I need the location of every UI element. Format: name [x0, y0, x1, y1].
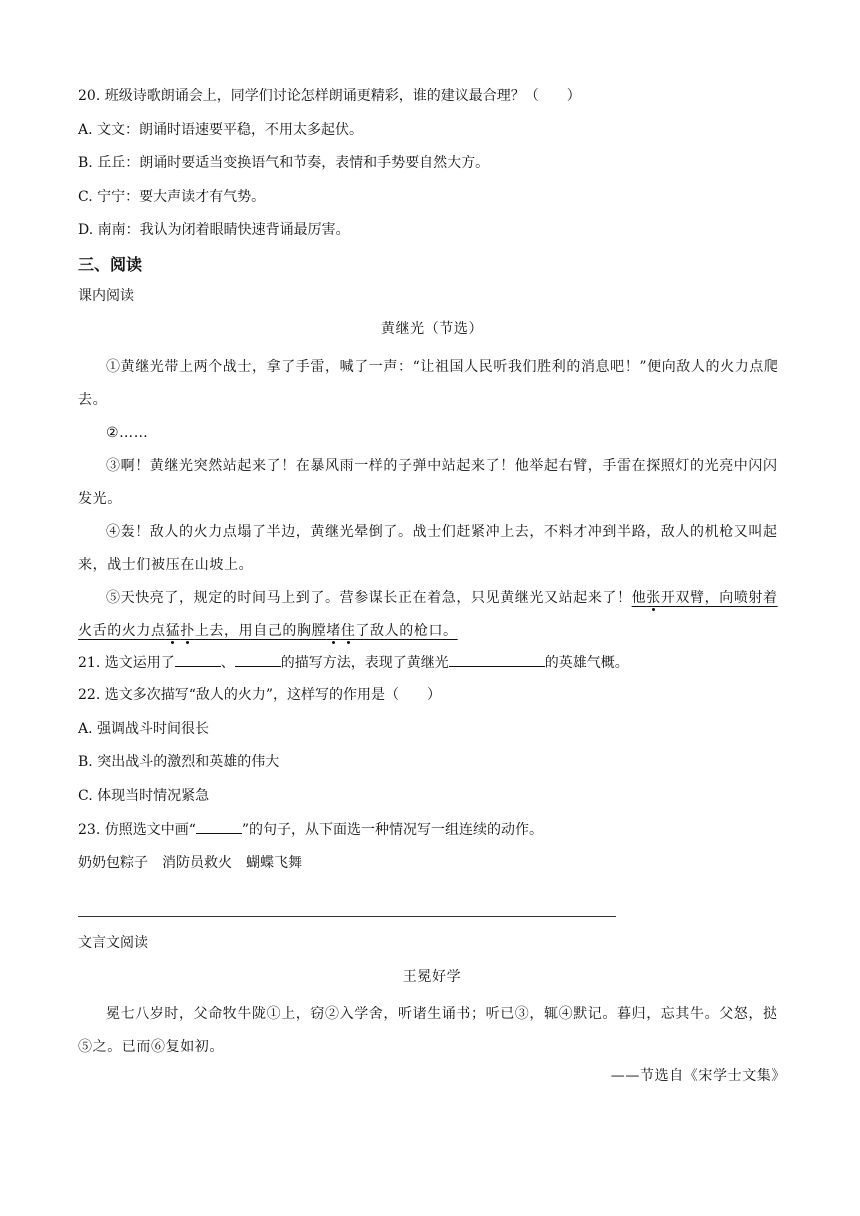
passage-paragraph-1: ①黄继光带上两个战士，拿了手雷，喊了一声：“让祖国人民听我们胜利的消息吧！”便向敌人的火力点爬去。 [78, 358, 779, 408]
answer-blank-2[interactable] [235, 650, 281, 667]
question-21-text: 的描写方法，表现了黄继光 [280, 654, 449, 671]
question-20-option-b: B. 丘丘：朗诵时要适当变换语气和节奏，表情和手势要自然大方。 [78, 155, 490, 171]
question-22-option-c: C. 体现当时情况紧急 [78, 787, 210, 804]
underlined-part: 他 [631, 589, 647, 606]
subsection-in-class-reading: 课内阅读 [78, 287, 134, 304]
question-21-text: 的英雄气概。 [544, 654, 629, 671]
question-23-choices: 奶奶包粽子 消防员救火 蝴蝶飞舞 [78, 854, 302, 871]
question-22-option-a: A. 强调战斗时间很长 [78, 720, 210, 737]
question-21 [78, 650, 786, 684]
answer-blank-3[interactable] [449, 650, 545, 667]
underlined-part: 开双臂，向喷射着火舌的火力点 [78, 589, 778, 639]
question-22-stem: 22. 选文多次描写“敌人的火力”，这样写的作用是（ ） [78, 687, 442, 703]
underline-marker [196, 817, 242, 834]
question-23-text: 23. 仿照选文中画“ [78, 822, 196, 838]
dotted-character: 张 [646, 589, 661, 606]
passage-paragraph-5 [78, 582, 786, 648]
question-23-text: ”的句子，从下面选一种情况写一组连续的动作。 [241, 822, 544, 838]
question-20-stem: 20. 班级诗歌朗诵会上，同学们讨论怎样朗诵更精彩，谁的建议最合理？（ ） [78, 88, 581, 104]
question-22-option-b: B. 突出战斗的激烈和英雄的伟大 [78, 754, 280, 770]
answer-line[interactable] [78, 884, 616, 917]
question-20-option-d: D. 南南：我认为闭着眼睛快速背诵最厉害。 [78, 222, 350, 238]
classical-source: ——节选自《宋学士文集》 [610, 1068, 786, 1084]
passage-paragraph-2: ②…… [106, 424, 149, 441]
dotted-character: 猛 [165, 622, 181, 639]
passage-paragraph-4: ④轰！敌人的火力点塌了半边，黄继光晕倒了。战士们赶紧冲上去，不料才冲到半路，敌人的机枪又叫起来，战士们被压在山坡上。 [78, 523, 778, 573]
underlined-part: 上去，用自己的胸膛 [194, 622, 327, 639]
dotted-character: 扑 [180, 622, 195, 639]
dotted-character: 住 [340, 622, 356, 639]
passage-title: 黄继光（节选） [380, 321, 484, 337]
question-21-text: 、 [220, 654, 235, 671]
classical-title: 王冕好学 [402, 968, 462, 985]
exam-page [78, 84, 786, 1098]
answer-blank-1[interactable] [175, 650, 221, 667]
dotted-character: 堵 [326, 622, 341, 639]
underlined-part: 了敌人的枪口。 [355, 622, 458, 639]
passage-paragraph-3: ③啊！黄继光突然站起来了！在暴风雨一样的子弹中站起来了！他举起右臂，手雷在探照灯的光亮中闪闪发光。 [78, 457, 778, 507]
section-title-reading: 三、阅读 [78, 254, 143, 274]
paragraph-5-text: ⑤天快亮了，规定的时间马上到了。营参谋长正在着急，只见黄继光又站起来了！ [106, 589, 632, 606]
question-23-stem [78, 817, 786, 851]
subsection-classical-reading: 文言文阅读 [78, 935, 148, 951]
classical-text: 冕七八岁时，父命牧牛陇①上，窃②入学舍，听诸生诵书；听已③，辄④默记。暮归，忘其牛。父怒，挞⑤之。已而⑥复如初。 [78, 1006, 778, 1055]
question-21-text: 21. 选文运用了 [78, 654, 175, 671]
question-20-option-c: C. 宁宁：要大声读才有气势。 [78, 188, 266, 205]
question-20-option-a: A. 文文：朗诵时语速要平稳，不用太多起伏。 [78, 121, 364, 138]
